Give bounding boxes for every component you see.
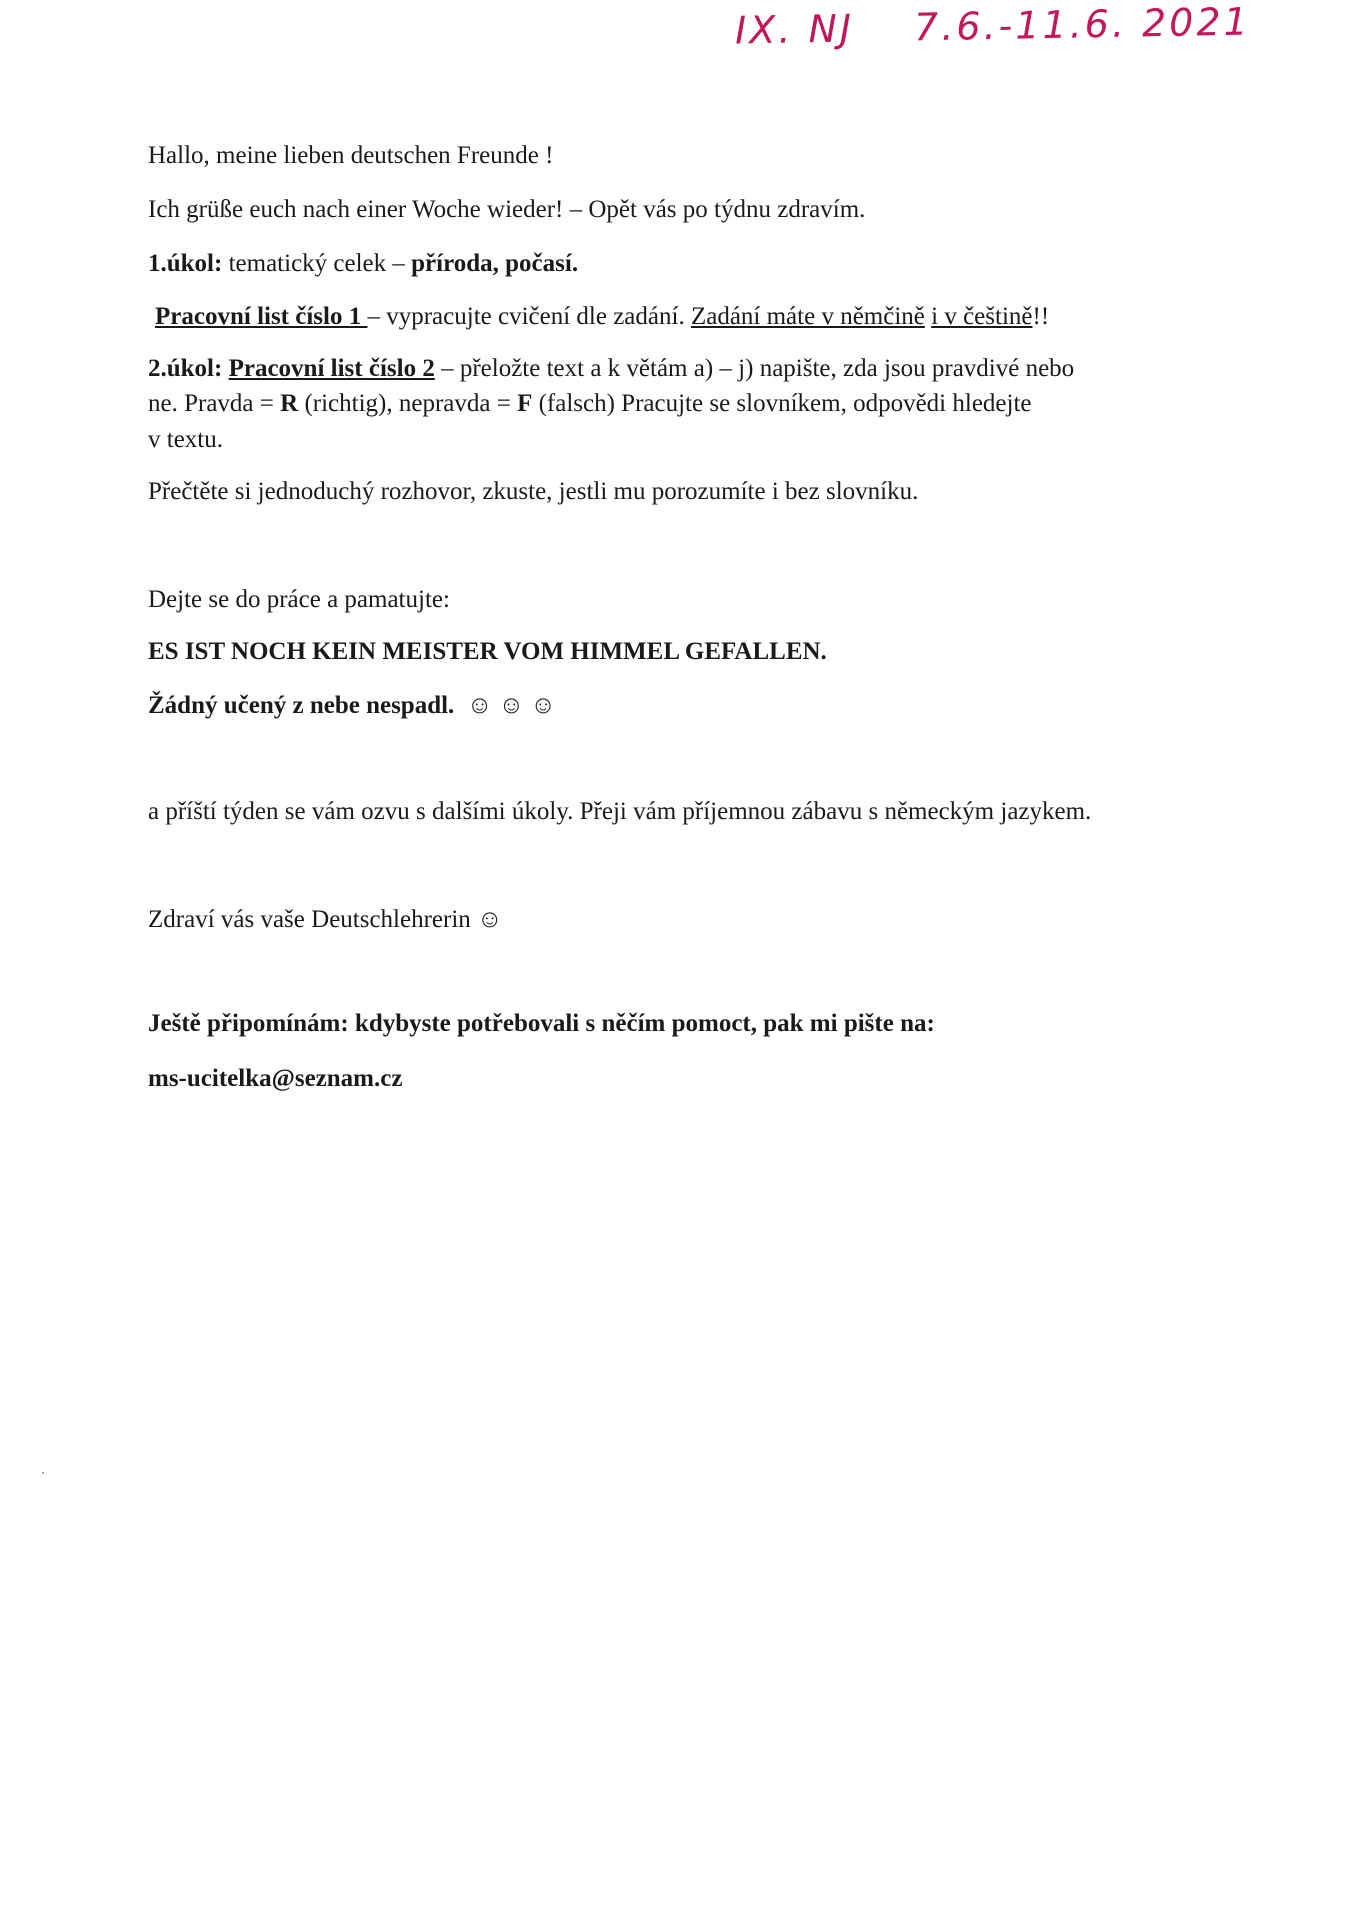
worksheet1-text: – vypracujte cvičení dle zadání.	[367, 303, 691, 330]
intro-paragraph: Ich grüße euch nach einer Woche wieder! – Opět vás po týdnu zdravím.	[148, 196, 866, 223]
reminder: Ještě připomínám: kdybyste potřebovali s něčím pomoct, pak mi pište na:	[148, 1010, 935, 1037]
worksheet1-paragraph: Pracovní list číslo 1 – vypracujte cvičení dle zadání. Zadání máte v němčině i v češtině!!	[155, 303, 1050, 330]
task2-line1	[148, 351, 1074, 387]
signature: Zdraví vás vaše Deutschlehrerin ☺	[148, 906, 503, 933]
work-intro: Dejte se do práce a pamatujte:	[148, 586, 450, 613]
proverb-czech: Žádný učený z nebe nespadl.	[148, 692, 455, 719]
scan-speck	[42, 1472, 44, 1474]
task2-label: 2.úkol:	[148, 355, 223, 382]
richtig-letter: R	[280, 390, 299, 417]
task2-line3: v textu.	[148, 426, 223, 453]
next-week-paragraph: a příští týden se vám ozvu s dalšími úkoly. Přeji vám příjemnou zábavu s německým jazykem.	[148, 798, 1092, 825]
falsch-letter: F	[517, 390, 533, 417]
worksheet2-label: Pracovní list číslo 2	[228, 355, 435, 382]
worksheet1-label: Pracovní list číslo 1	[155, 303, 368, 330]
proverb-czech-line	[148, 688, 556, 724]
proverb-german: ES IST NOCH KEIN MEISTER VOM HIMMEL GEFALLEN.	[148, 638, 827, 665]
task1-label: 1.úkol:	[148, 250, 223, 277]
task1-paragraph	[148, 246, 578, 282]
greeting: Hallo, meine lieben deutschen Freunde !	[148, 142, 554, 169]
worksheet1-note-german: Zadání máte v němčině	[690, 303, 925, 330]
email-address: ms-ucitelka@seznam.cz	[148, 1065, 403, 1092]
handwritten-dates: 7.6.-11.6. 2021	[913, 0, 1252, 50]
handwritten-header	[735, 0, 1251, 52]
task2-line2: ne. Pravda = R (richtig), nepravda = F (falsch) Pracujte se slovníkem, odpovědi hledejte	[148, 390, 1032, 417]
worksheet1-note-czech: i v češtině	[931, 303, 1033, 330]
task1-text: tematický celek –	[222, 250, 412, 277]
read-dialogue-paragraph: Přečtěte si jednoduchý rozhovor, zkuste, jestli mu porozumíte i bez slovníku.	[148, 478, 919, 505]
smiley-icons: ☺ ☺ ☺	[466, 692, 556, 719]
handwritten-class-label: IX. NJ	[734, 6, 855, 53]
task2-text: – přeložte text a k větám a) – j) napište, zda jsou pravdivé nebo	[434, 355, 1075, 382]
task1-topic: příroda, počasí.	[411, 250, 579, 277]
